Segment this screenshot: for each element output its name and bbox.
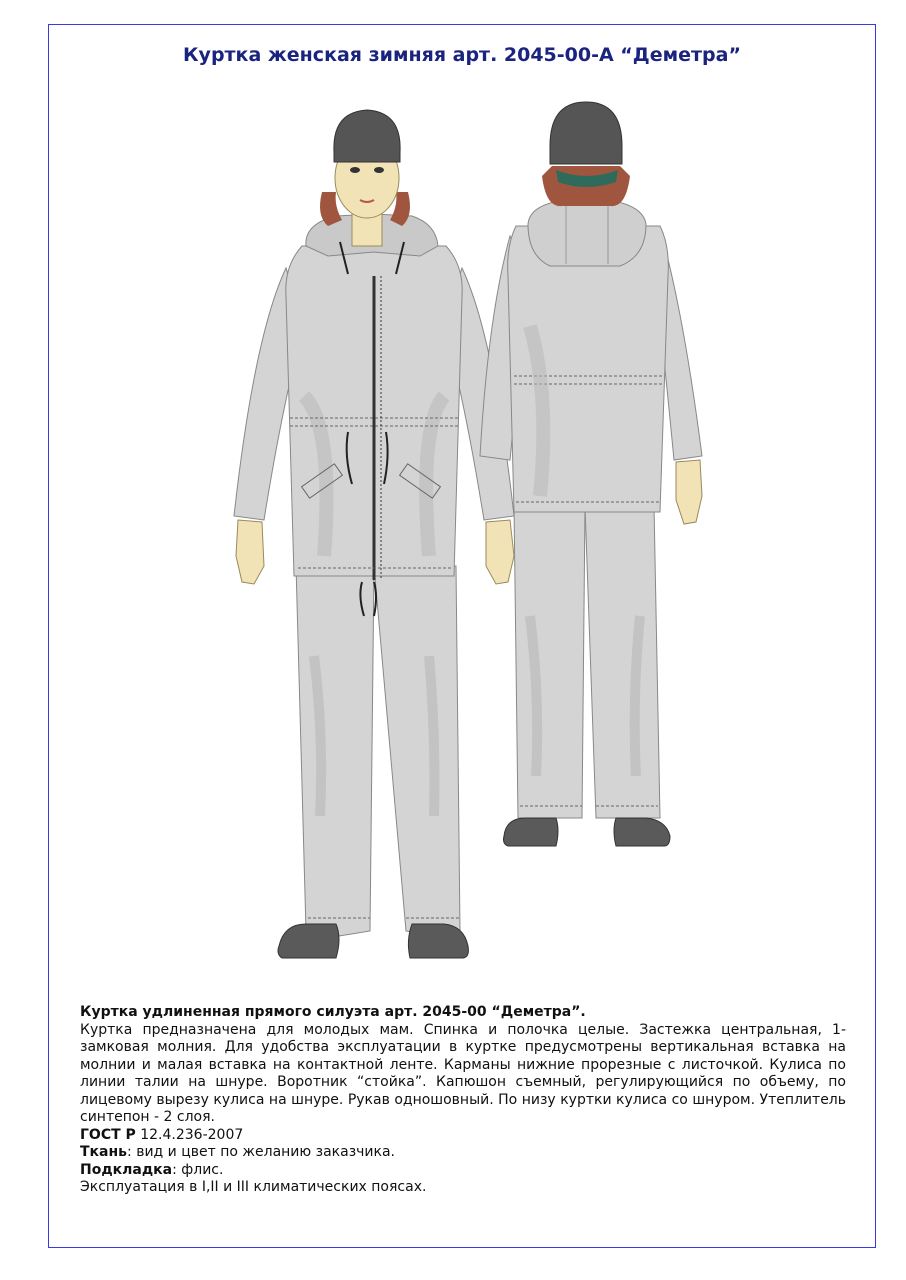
gost-line xyxy=(80,1127,846,1145)
fabric-line xyxy=(80,1144,846,1162)
front-jacket xyxy=(286,246,462,616)
back-hood xyxy=(528,198,646,266)
back-view-illustration xyxy=(470,96,720,856)
lining-value: : флис. xyxy=(172,1161,224,1178)
description-body: Куртка предназначена для молодых мам. Спинка и полочка целые. Застежка центральная, 1-замковая молния. Для удобства эксплуатации в куртке предусмотрены вертикальная вставка на молнии и малая вставка на контактной ленте. Карманы нижние прорезные с листочкой. Кулиса по линии талии на шнуре. Воротник “стойка”. Капюшон съемный, регулирующийся по объему, по лицевому вырезу кулиса на шнуре. Рукав одношовный. По низу куртки кулиса со шнуром. Утеплитель синтепон - 2 слоя. xyxy=(80,1021,846,1125)
front-shoes xyxy=(278,924,468,958)
description-heading: Куртка удлиненная прямого силуэта арт. 2045-00 “Деметра”. xyxy=(80,1004,586,1020)
back-hands xyxy=(676,460,702,524)
back-jacket xyxy=(508,226,669,512)
back-pants xyxy=(514,506,660,818)
fabric-value: : вид и цвет по желанию заказчика. xyxy=(127,1144,395,1160)
fabric-label: Ткань xyxy=(80,1144,128,1160)
front-pants xyxy=(296,566,460,936)
gost-label: ГОСТ Р xyxy=(80,1126,136,1143)
lining-line xyxy=(80,1162,846,1180)
back-shoes xyxy=(504,818,671,846)
gost-value: 12.4.236-2007 xyxy=(135,1126,244,1143)
description-block xyxy=(80,1004,846,1197)
page-title: Куртка женская зимняя арт. 2045-00-А “Деметра” xyxy=(183,44,741,66)
back-head xyxy=(542,102,630,206)
lining-label: Подкладка xyxy=(80,1161,173,1178)
usage-line: Эксплуатация в I,II и III климатических поясах. xyxy=(80,1179,427,1195)
